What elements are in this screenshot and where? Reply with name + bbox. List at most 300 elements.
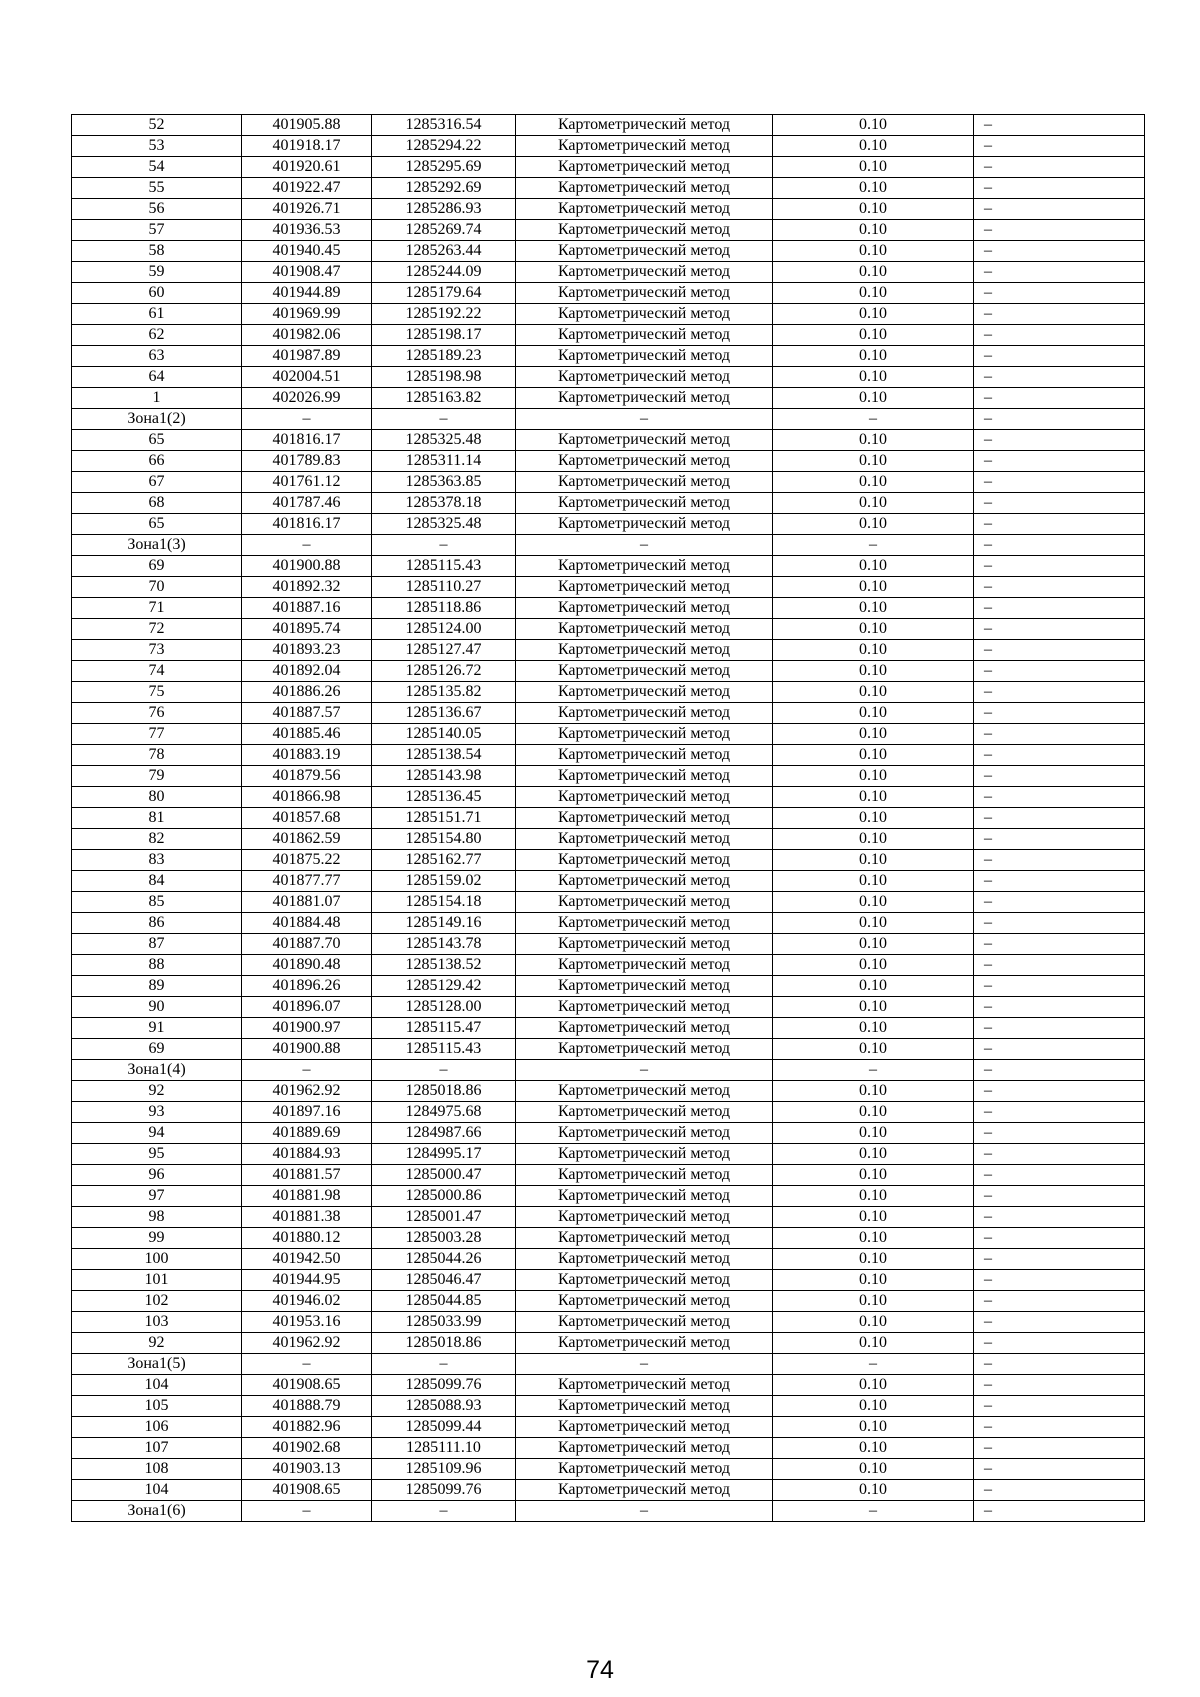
x-coordinate-cell: 401816.17 xyxy=(242,514,372,535)
point-number-cell: 68 xyxy=(72,493,242,514)
y-coordinate-cell: 1285286.93 xyxy=(372,199,516,220)
point-number-cell: 69 xyxy=(72,1039,242,1060)
method-cell: Картометрический метод xyxy=(516,724,773,745)
y-coordinate-cell: 1285099.76 xyxy=(372,1480,516,1501)
y-coordinate-cell: 1285115.43 xyxy=(372,556,516,577)
point-number-cell: 85 xyxy=(72,892,242,913)
description-cell: – xyxy=(974,1501,1145,1522)
point-number-cell: 55 xyxy=(72,178,242,199)
accuracy-cell: 0.10 xyxy=(773,1312,974,1333)
method-cell: Картометрический метод xyxy=(516,703,773,724)
method-cell: Картометрический метод xyxy=(516,388,773,409)
point-number-cell: 53 xyxy=(72,136,242,157)
x-coordinate-cell: 401918.17 xyxy=(242,136,372,157)
description-cell: – xyxy=(974,619,1145,640)
accuracy-cell: 0.10 xyxy=(773,346,974,367)
x-coordinate-cell: 401857.68 xyxy=(242,808,372,829)
method-cell: Картометрический метод xyxy=(516,493,773,514)
x-coordinate-cell: 401886.26 xyxy=(242,682,372,703)
method-cell: Картометрический метод xyxy=(516,808,773,829)
description-cell: – xyxy=(974,220,1145,241)
accuracy-cell: 0.10 xyxy=(773,1165,974,1186)
point-number-cell: 82 xyxy=(72,829,242,850)
point-number-cell: 97 xyxy=(72,1186,242,1207)
point-number-cell: 99 xyxy=(72,1228,242,1249)
accuracy-cell: 0.10 xyxy=(773,1396,974,1417)
table-row xyxy=(72,157,1145,178)
accuracy-cell: 0.10 xyxy=(773,976,974,997)
accuracy-cell: 0.10 xyxy=(773,1123,974,1144)
point-number-cell: 80 xyxy=(72,787,242,808)
x-coordinate-cell: 401890.48 xyxy=(242,955,372,976)
accuracy-cell: 0.10 xyxy=(773,997,974,1018)
method-cell: Картометрический метод xyxy=(516,850,773,871)
method-cell: – xyxy=(516,1354,773,1375)
accuracy-cell: 0.10 xyxy=(773,556,974,577)
accuracy-cell: 0.10 xyxy=(773,115,974,136)
accuracy-cell: 0.10 xyxy=(773,1102,974,1123)
description-cell: – xyxy=(974,1123,1145,1144)
y-coordinate-cell: 1285129.42 xyxy=(372,976,516,997)
coordinates-table xyxy=(71,114,1145,1522)
method-cell: Картометрический метод xyxy=(516,1207,773,1228)
description-cell: – xyxy=(974,1102,1145,1123)
point-number-cell: 93 xyxy=(72,1102,242,1123)
method-cell: Картометрический метод xyxy=(516,1123,773,1144)
description-cell: – xyxy=(974,1207,1145,1228)
accuracy-cell: 0.10 xyxy=(773,787,974,808)
method-cell: Картометрический метод xyxy=(516,1228,773,1249)
table-row xyxy=(72,682,1145,703)
point-number-cell: 75 xyxy=(72,682,242,703)
table-row xyxy=(72,1249,1145,1270)
x-coordinate-cell: 401922.47 xyxy=(242,178,372,199)
y-coordinate-cell: 1285046.47 xyxy=(372,1270,516,1291)
y-coordinate-cell: 1285000.47 xyxy=(372,1165,516,1186)
y-coordinate-cell: 1285192.22 xyxy=(372,304,516,325)
accuracy-cell: 0.10 xyxy=(773,1459,974,1480)
accuracy-cell: 0.10 xyxy=(773,1186,974,1207)
table-row xyxy=(72,598,1145,619)
table-row xyxy=(72,1438,1145,1459)
point-number-cell: 63 xyxy=(72,346,242,367)
point-number-cell: 73 xyxy=(72,640,242,661)
description-cell: – xyxy=(974,472,1145,493)
table-row xyxy=(72,787,1145,808)
point-number-cell: 67 xyxy=(72,472,242,493)
table-row xyxy=(72,871,1145,892)
description-cell: – xyxy=(974,682,1145,703)
point-number-cell: 102 xyxy=(72,1291,242,1312)
description-cell: – xyxy=(974,808,1145,829)
accuracy-cell: 0.10 xyxy=(773,808,974,829)
method-cell: Картометрический метод xyxy=(516,745,773,766)
description-cell: – xyxy=(974,535,1145,556)
y-coordinate-cell: 1285118.86 xyxy=(372,598,516,619)
x-coordinate-cell: 401892.04 xyxy=(242,661,372,682)
table-row xyxy=(72,1186,1145,1207)
accuracy-cell: 0.10 xyxy=(773,871,974,892)
accuracy-cell: 0.10 xyxy=(773,1039,974,1060)
y-coordinate-cell: 1285263.44 xyxy=(372,241,516,262)
accuracy-cell: 0.10 xyxy=(773,367,974,388)
x-coordinate-cell: 401982.06 xyxy=(242,325,372,346)
table-row xyxy=(72,1081,1145,1102)
accuracy-cell: 0.10 xyxy=(773,955,974,976)
accuracy-cell: 0.10 xyxy=(773,1207,974,1228)
point-number-cell: 65 xyxy=(72,514,242,535)
description-cell: – xyxy=(974,451,1145,472)
point-number-cell: 92 xyxy=(72,1333,242,1354)
x-coordinate-cell: 401889.69 xyxy=(242,1123,372,1144)
description-cell: – xyxy=(974,934,1145,955)
y-coordinate-cell: 1285000.86 xyxy=(372,1186,516,1207)
y-coordinate-cell: 1285363.85 xyxy=(372,472,516,493)
y-coordinate-cell: 1285044.26 xyxy=(372,1249,516,1270)
accuracy-cell: 0.10 xyxy=(773,850,974,871)
y-coordinate-cell: 1285136.67 xyxy=(372,703,516,724)
accuracy-cell: – xyxy=(773,1354,974,1375)
point-number-cell: 64 xyxy=(72,367,242,388)
method-cell: Картометрический метод xyxy=(516,1333,773,1354)
x-coordinate-cell: – xyxy=(242,1060,372,1081)
accuracy-cell: 0.10 xyxy=(773,241,974,262)
x-coordinate-cell: 401944.89 xyxy=(242,283,372,304)
description-cell: – xyxy=(974,1228,1145,1249)
method-cell: Картометрический метод xyxy=(516,892,773,913)
method-cell: Картометрический метод xyxy=(516,115,773,136)
table-row xyxy=(72,892,1145,913)
method-cell: Картометрический метод xyxy=(516,577,773,598)
table-row xyxy=(72,1123,1145,1144)
point-number-cell: 84 xyxy=(72,871,242,892)
y-coordinate-cell: 1285126.72 xyxy=(372,661,516,682)
y-coordinate-cell: 1285136.45 xyxy=(372,787,516,808)
accuracy-cell: 0.10 xyxy=(773,745,974,766)
table-row xyxy=(72,661,1145,682)
y-coordinate-cell: 1285044.85 xyxy=(372,1291,516,1312)
accuracy-cell: – xyxy=(773,1501,974,1522)
table-row xyxy=(72,1459,1145,1480)
table-row xyxy=(72,262,1145,283)
method-cell: Картометрический метод xyxy=(516,157,773,178)
description-cell: – xyxy=(974,955,1145,976)
table-row xyxy=(72,1375,1145,1396)
table-row xyxy=(72,325,1145,346)
x-coordinate-cell: – xyxy=(242,1501,372,1522)
x-coordinate-cell: 402026.99 xyxy=(242,388,372,409)
accuracy-cell: 0.10 xyxy=(773,304,974,325)
y-coordinate-cell: 1285162.77 xyxy=(372,850,516,871)
x-coordinate-cell: 401880.12 xyxy=(242,1228,372,1249)
y-coordinate-cell: 1285018.86 xyxy=(372,1081,516,1102)
x-coordinate-cell: 401877.77 xyxy=(242,871,372,892)
accuracy-cell: 0.10 xyxy=(773,1228,974,1249)
method-cell: Картометрический метод xyxy=(516,262,773,283)
y-coordinate-cell: 1284995.17 xyxy=(372,1144,516,1165)
table-row xyxy=(72,1312,1145,1333)
accuracy-cell: 0.10 xyxy=(773,1081,974,1102)
description-cell: – xyxy=(974,640,1145,661)
y-coordinate-cell: 1285316.54 xyxy=(372,115,516,136)
point-number-cell: 96 xyxy=(72,1165,242,1186)
method-cell: Картометрический метод xyxy=(516,955,773,976)
point-number-cell: 77 xyxy=(72,724,242,745)
description-cell: – xyxy=(974,1039,1145,1060)
point-number-cell: 65 xyxy=(72,430,242,451)
y-coordinate-cell: 1285163.82 xyxy=(372,388,516,409)
method-cell: Картометрический метод xyxy=(516,1249,773,1270)
y-coordinate-cell: 1285378.18 xyxy=(372,493,516,514)
description-cell: – xyxy=(974,745,1145,766)
table-row xyxy=(72,1417,1145,1438)
point-number-cell: 61 xyxy=(72,304,242,325)
x-coordinate-cell: 401879.56 xyxy=(242,766,372,787)
table-row xyxy=(72,1144,1145,1165)
method-cell: Картометрический метод xyxy=(516,871,773,892)
description-cell: – xyxy=(974,577,1145,598)
y-coordinate-cell: 1285179.64 xyxy=(372,283,516,304)
zone-header-row xyxy=(72,409,1145,430)
method-cell: Картометрический метод xyxy=(516,787,773,808)
description-cell: – xyxy=(974,304,1145,325)
description-cell: – xyxy=(974,409,1145,430)
x-coordinate-cell: 401885.46 xyxy=(242,724,372,745)
y-coordinate-cell: 1285269.74 xyxy=(372,220,516,241)
method-cell: Картометрический метод xyxy=(516,640,773,661)
accuracy-cell: 0.10 xyxy=(773,1480,974,1501)
accuracy-cell: 0.10 xyxy=(773,283,974,304)
description-cell: – xyxy=(974,241,1145,262)
table-row xyxy=(72,178,1145,199)
x-coordinate-cell: 401905.88 xyxy=(242,115,372,136)
y-coordinate-cell: 1285115.43 xyxy=(372,1039,516,1060)
accuracy-cell: 0.10 xyxy=(773,178,974,199)
description-cell: – xyxy=(974,1081,1145,1102)
method-cell: Картометрический метод xyxy=(516,472,773,493)
description-cell: – xyxy=(974,997,1145,1018)
table-row xyxy=(72,577,1145,598)
x-coordinate-cell: 401969.99 xyxy=(242,304,372,325)
description-cell: – xyxy=(974,1186,1145,1207)
table-row xyxy=(72,388,1145,409)
table-row xyxy=(72,514,1145,535)
table-row xyxy=(72,745,1145,766)
y-coordinate-cell: 1285138.52 xyxy=(372,955,516,976)
x-coordinate-cell: 401887.70 xyxy=(242,934,372,955)
description-cell: – xyxy=(974,1291,1145,1312)
coordinates-table-body xyxy=(72,115,1145,1522)
table-row xyxy=(72,472,1145,493)
x-coordinate-cell: 401926.71 xyxy=(242,199,372,220)
y-coordinate-cell: 1285154.80 xyxy=(372,829,516,850)
x-coordinate-cell: 401953.16 xyxy=(242,1312,372,1333)
accuracy-cell: 0.10 xyxy=(773,493,974,514)
accuracy-cell: 0.10 xyxy=(773,157,974,178)
accuracy-cell: 0.10 xyxy=(773,220,974,241)
y-coordinate-cell: 1285143.78 xyxy=(372,934,516,955)
x-coordinate-cell: 401884.93 xyxy=(242,1144,372,1165)
description-cell: – xyxy=(974,1060,1145,1081)
point-number-cell: 104 xyxy=(72,1480,242,1501)
x-coordinate-cell: 401936.53 xyxy=(242,220,372,241)
y-coordinate-cell: 1285135.82 xyxy=(372,682,516,703)
x-coordinate-cell: – xyxy=(242,535,372,556)
point-number-cell: 70 xyxy=(72,577,242,598)
y-coordinate-cell: 1285189.23 xyxy=(372,346,516,367)
x-coordinate-cell: 401875.22 xyxy=(242,850,372,871)
table-row xyxy=(72,808,1145,829)
description-cell: – xyxy=(974,871,1145,892)
description-cell: – xyxy=(974,766,1145,787)
method-cell: Картометрический метод xyxy=(516,283,773,304)
accuracy-cell: 0.10 xyxy=(773,1270,974,1291)
description-cell: – xyxy=(974,262,1145,283)
point-number-cell: 78 xyxy=(72,745,242,766)
accuracy-cell: 0.10 xyxy=(773,136,974,157)
table-row xyxy=(72,1039,1145,1060)
description-cell: – xyxy=(974,136,1145,157)
point-number-cell: 86 xyxy=(72,913,242,934)
zone-header-row xyxy=(72,1501,1145,1522)
table-row xyxy=(72,199,1145,220)
y-coordinate-cell: 1285003.28 xyxy=(372,1228,516,1249)
x-coordinate-cell: 401900.97 xyxy=(242,1018,372,1039)
method-cell: Картометрический метод xyxy=(516,241,773,262)
table-row xyxy=(72,913,1145,934)
point-number-cell: Зона1(2) xyxy=(72,409,242,430)
zone-header-row xyxy=(72,535,1145,556)
description-cell: – xyxy=(974,1312,1145,1333)
accuracy-cell: 0.10 xyxy=(773,388,974,409)
point-number-cell: Зона1(5) xyxy=(72,1354,242,1375)
description-cell: – xyxy=(974,703,1145,724)
method-cell: Картометрический метод xyxy=(516,178,773,199)
description-cell: – xyxy=(974,829,1145,850)
y-coordinate-cell: 1285198.98 xyxy=(372,367,516,388)
method-cell: Картометрический метод xyxy=(516,997,773,1018)
point-number-cell: 90 xyxy=(72,997,242,1018)
point-number-cell: 91 xyxy=(72,1018,242,1039)
y-coordinate-cell: 1285198.17 xyxy=(372,325,516,346)
point-number-cell: 76 xyxy=(72,703,242,724)
method-cell: Картометрический метод xyxy=(516,1312,773,1333)
table-row xyxy=(72,850,1145,871)
method-cell: Картометрический метод xyxy=(516,1081,773,1102)
x-coordinate-cell: 401896.07 xyxy=(242,997,372,1018)
description-cell: – xyxy=(974,1438,1145,1459)
x-coordinate-cell: 401862.59 xyxy=(242,829,372,850)
table-row xyxy=(72,493,1145,514)
table-row xyxy=(72,346,1145,367)
accuracy-cell: – xyxy=(773,535,974,556)
x-coordinate-cell: 401900.88 xyxy=(242,1039,372,1060)
method-cell: Картометрический метод xyxy=(516,598,773,619)
x-coordinate-cell: 401887.57 xyxy=(242,703,372,724)
y-coordinate-cell: 1285099.44 xyxy=(372,1417,516,1438)
table-row xyxy=(72,976,1145,997)
method-cell: Картометрический метод xyxy=(516,1375,773,1396)
method-cell: Картометрический метод xyxy=(516,661,773,682)
point-number-cell: 54 xyxy=(72,157,242,178)
description-cell: – xyxy=(974,388,1145,409)
y-coordinate-cell: 1285033.99 xyxy=(372,1312,516,1333)
accuracy-cell: 0.10 xyxy=(773,262,974,283)
table-row xyxy=(72,619,1145,640)
method-cell: Картометрический метод xyxy=(516,913,773,934)
table-row xyxy=(72,241,1145,262)
description-cell: – xyxy=(974,346,1145,367)
x-coordinate-cell: 401908.65 xyxy=(242,1375,372,1396)
point-number-cell: 95 xyxy=(72,1144,242,1165)
method-cell: Картометрический метод xyxy=(516,1186,773,1207)
x-coordinate-cell: 401962.92 xyxy=(242,1333,372,1354)
method-cell: Картометрический метод xyxy=(516,451,773,472)
x-coordinate-cell: 401940.45 xyxy=(242,241,372,262)
method-cell: Картометрический метод xyxy=(516,136,773,157)
point-number-cell: 106 xyxy=(72,1417,242,1438)
y-coordinate-cell: – xyxy=(372,1501,516,1522)
method-cell: Картометрический метод xyxy=(516,220,773,241)
x-coordinate-cell: 401888.79 xyxy=(242,1396,372,1417)
table-row xyxy=(72,997,1145,1018)
y-coordinate-cell: 1285140.05 xyxy=(372,724,516,745)
table-row xyxy=(72,1228,1145,1249)
method-cell: Картометрический метод xyxy=(516,514,773,535)
y-coordinate-cell: 1285325.48 xyxy=(372,430,516,451)
table-row xyxy=(72,724,1145,745)
accuracy-cell: 0.10 xyxy=(773,1438,974,1459)
x-coordinate-cell: 402004.51 xyxy=(242,367,372,388)
accuracy-cell: 0.10 xyxy=(773,619,974,640)
description-cell: – xyxy=(974,325,1145,346)
table-row xyxy=(72,703,1145,724)
accuracy-cell: 0.10 xyxy=(773,766,974,787)
point-number-cell: 52 xyxy=(72,115,242,136)
method-cell: Картометрический метод xyxy=(516,1291,773,1312)
description-cell: – xyxy=(974,1144,1145,1165)
accuracy-cell: 0.10 xyxy=(773,1417,974,1438)
point-number-cell: 1 xyxy=(72,388,242,409)
x-coordinate-cell: 401881.57 xyxy=(242,1165,372,1186)
x-coordinate-cell: 401946.02 xyxy=(242,1291,372,1312)
description-cell: – xyxy=(974,430,1145,451)
y-coordinate-cell: 1285109.96 xyxy=(372,1459,516,1480)
description-cell: – xyxy=(974,283,1145,304)
point-number-cell: 105 xyxy=(72,1396,242,1417)
point-number-cell: 62 xyxy=(72,325,242,346)
accuracy-cell: 0.10 xyxy=(773,598,974,619)
description-cell: – xyxy=(974,976,1145,997)
table-row xyxy=(72,829,1145,850)
method-cell: Картометрический метод xyxy=(516,346,773,367)
accuracy-cell: 0.10 xyxy=(773,640,974,661)
table-row xyxy=(72,304,1145,325)
description-cell: – xyxy=(974,115,1145,136)
point-number-cell: 57 xyxy=(72,220,242,241)
table-row xyxy=(72,556,1145,577)
method-cell: Картометрический метод xyxy=(516,1018,773,1039)
y-coordinate-cell: 1285018.86 xyxy=(372,1333,516,1354)
y-coordinate-cell: 1285244.09 xyxy=(372,262,516,283)
point-number-cell: Зона1(4) xyxy=(72,1060,242,1081)
point-number-cell: 69 xyxy=(72,556,242,577)
method-cell: Картометрический метод xyxy=(516,829,773,850)
y-coordinate-cell: 1285295.69 xyxy=(372,157,516,178)
table-row xyxy=(72,1480,1145,1501)
description-cell: – xyxy=(974,1417,1145,1438)
method-cell: Картометрический метод xyxy=(516,1102,773,1123)
